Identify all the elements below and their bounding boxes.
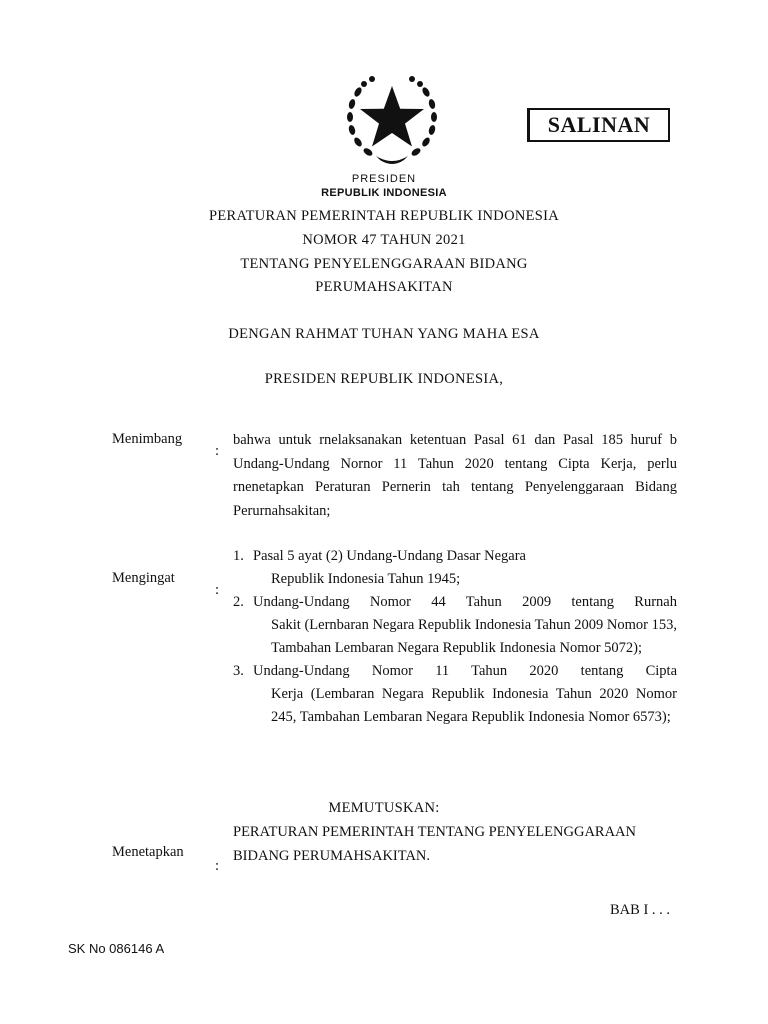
menimbang-label: Menimbang bbox=[112, 431, 183, 447]
menetapkan-label: Menetapkan bbox=[112, 844, 184, 860]
list-item-number: 2. bbox=[233, 594, 244, 610]
garuda-star-emblem-icon bbox=[340, 70, 444, 166]
list-item-number: 1. bbox=[233, 548, 244, 564]
regulation-subject-line2: PERUMAHSAKITAN bbox=[315, 279, 453, 295]
list-item bbox=[233, 545, 677, 591]
sk-number: SK No 086146 A bbox=[68, 941, 165, 956]
mengingat-label: Mengingat bbox=[112, 570, 175, 586]
regulation-number: NOMOR 47 TAHUN 2021 bbox=[302, 232, 466, 248]
menetapkan-text: PERATURAN PEMERINTAH TENTANG PENYELENGGARAAN BIDANG PERUMAHSAKITAN. bbox=[233, 824, 636, 864]
menimbang-text: bahwa untuk rnelaksanakan ketentuan Pasal 61 dan Pasal 185 huruf b Undang-Undang Nornor 11 Tahun 2020 tentang Cipta Kerja, perlu rnenetapkan Peraturan Pernerin tah tentang Penyelenggaraan Bidang Perurnahsakitan; bbox=[233, 432, 677, 519]
menimbang-colon: : bbox=[215, 443, 220, 459]
regulation-subject-line1: TENTANG PENYELENGGARAAN BIDANG bbox=[240, 256, 528, 272]
list-item-continuation: Sakit (Lernbaran Negara Republik Indonesia Tahun 2009 Nomor 153, Tambahan Lembaran Negara Republik Indonesia Nomor 5072); bbox=[271, 617, 677, 656]
menetapkan-colon: : bbox=[215, 858, 220, 874]
list-item-first-line: Pasal 5 ayat (2) Undang-Undang Dasar Negara bbox=[253, 548, 526, 564]
list-item-first-line: Undang-Undang Nomor 44 Tahun 2009 tentang Rurnah bbox=[253, 594, 677, 610]
list-item bbox=[233, 660, 677, 729]
president-label: PRESIDEN bbox=[351, 173, 417, 185]
list-item-number: 3. bbox=[233, 663, 244, 679]
next-page-marker: BAB I . . . bbox=[610, 902, 671, 918]
list-item-first-line: Undang-Undang Nomor 11 Tahun 2020 tentang Cipta bbox=[253, 663, 677, 679]
list-item-continuation: Republik Indonesia Tahun 1945; bbox=[271, 571, 461, 587]
regulation-title: PERATURAN PEMERINTAH REPUBLIK INDONESIA bbox=[208, 208, 560, 224]
mengingat-list bbox=[233, 545, 677, 729]
memutuskan-heading: MEMUTUSKAN: bbox=[328, 800, 440, 816]
mengingat-colon: : bbox=[215, 582, 220, 598]
salinan-stamp: SALINAN bbox=[527, 108, 670, 142]
list-item bbox=[233, 591, 677, 660]
republic-label: REPUBLIK INDONESIA bbox=[321, 187, 447, 199]
blessing-line: DENGAN RAHMAT TUHAN YANG MAHA ESA bbox=[228, 326, 540, 342]
president-line: PRESIDEN REPUBLIK INDONESIA, bbox=[264, 371, 504, 387]
list-item-continuation: Kerja (Lembaran Negara Republik Indonesia Tahun 2020 Nomor 245, Tambahan Lembaran Negara Republik Indonesia Nomor 6573); bbox=[271, 686, 677, 725]
